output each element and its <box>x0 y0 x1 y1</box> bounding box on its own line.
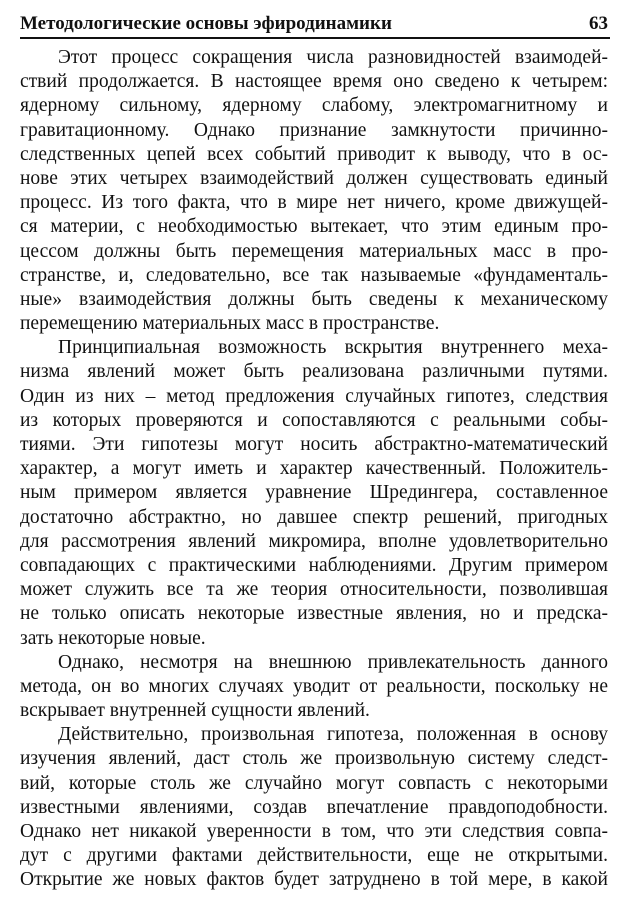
running-title: Методологические основы эфиродинамики <box>20 13 392 34</box>
paragraph <box>20 651 608 724</box>
text-line: ядерному сильному, ядерному слабому, электромагнитному и <box>20 95 608 117</box>
text-line: зать некоторые новые. <box>20 627 206 649</box>
text-line: тиями. Эти гипотезы могут носить абстрактно-математический <box>20 434 608 455</box>
text-line: изучения явлений, даст столь же произвольную систему следст- <box>20 748 608 770</box>
text-line: дут с другими фактами действительности, еще не открытыми. <box>20 845 608 867</box>
text-line: метода, он во многих случаях уводит от реальности, поскольку не <box>20 675 608 697</box>
body-text <box>20 46 608 893</box>
text-line: может служить все та же теория относительности, позволившая <box>20 579 608 601</box>
paragraph <box>20 723 608 892</box>
text-line: совпадающих с практическими наблюдениями. Другим примером <box>20 554 608 576</box>
text-line: Один из них – метод предложения случайных гипотез, следствия <box>20 385 608 407</box>
text-line: нове этих четырех взаимодействий должен существовать единый <box>20 167 608 189</box>
text-line: Этот процесс сокращения числа разновидностей взаимодей- <box>58 47 608 68</box>
text-line: Действительно, произвольная гипотеза, положенная в основу <box>58 724 608 746</box>
text-line: гравитационному. Однако признание замкнутости причинно- <box>20 119 608 141</box>
text-line: ся материи, с необходимостью вытекает, что этим единым про- <box>20 216 608 238</box>
text-line: перемещению материальных масс в пространстве. <box>20 313 440 335</box>
text-line: Принципиальная возможность вскрытия внутреннего меха- <box>58 337 608 359</box>
paragraph <box>20 336 608 650</box>
text-line: Однако нет никакой уверенности в том, что эти следствия совпа- <box>20 821 608 842</box>
text-line: ствий продолжается. В настоящее время оно сведено к четырем: <box>20 71 608 93</box>
page-number: 63 <box>589 13 608 34</box>
text-line: вскрывает внутренней сущности явлений. <box>20 700 370 722</box>
text-line: вий, которые столь же случайно могут совпасть с некоторыми <box>20 772 608 794</box>
text-line: известными явлениями, создав впечатление правдоподобности. <box>20 796 608 818</box>
text-line: не только описать некоторые известные явления, но и предска- <box>20 603 608 625</box>
text-line: ным примером является уравнение Шредингера, составленное <box>20 482 608 504</box>
text-line: Открытие же новых фактов будет затруднено в той мере, в какой <box>20 869 608 891</box>
header-rule <box>20 37 610 39</box>
text-line: странстве, и, следовательно, все так называемые «фундаменталь- <box>20 264 608 286</box>
text-line: из которых проверяются и сопоставляются с реальными собы- <box>20 409 608 431</box>
text-line: для рассмотрения явлений микромира, вполне удовлетворительно <box>20 530 608 552</box>
text-line: ные» взаимодействия должны быть сведены к механическому <box>20 288 608 310</box>
text-line: достаточно абстрактно, но давшее спектр решений, пригодных <box>20 506 608 528</box>
text-line: цессом должны быть перемещения материальных масс в про- <box>20 240 608 262</box>
text-line: следственных цепей всех событий приводит к выводу, что в ос- <box>20 143 608 165</box>
text-line: низма явлений может быть реализована различными путями. <box>20 361 608 383</box>
text-line: характер, а могут иметь и характер качественный. Положитель- <box>20 458 608 480</box>
text-line: процесс. Из того факта, что в мире нет ничего, кроме движущей- <box>20 192 608 214</box>
paragraph <box>20 46 608 336</box>
text-line: Однако, несмотря на внешнюю привлекательность данного <box>58 651 608 673</box>
